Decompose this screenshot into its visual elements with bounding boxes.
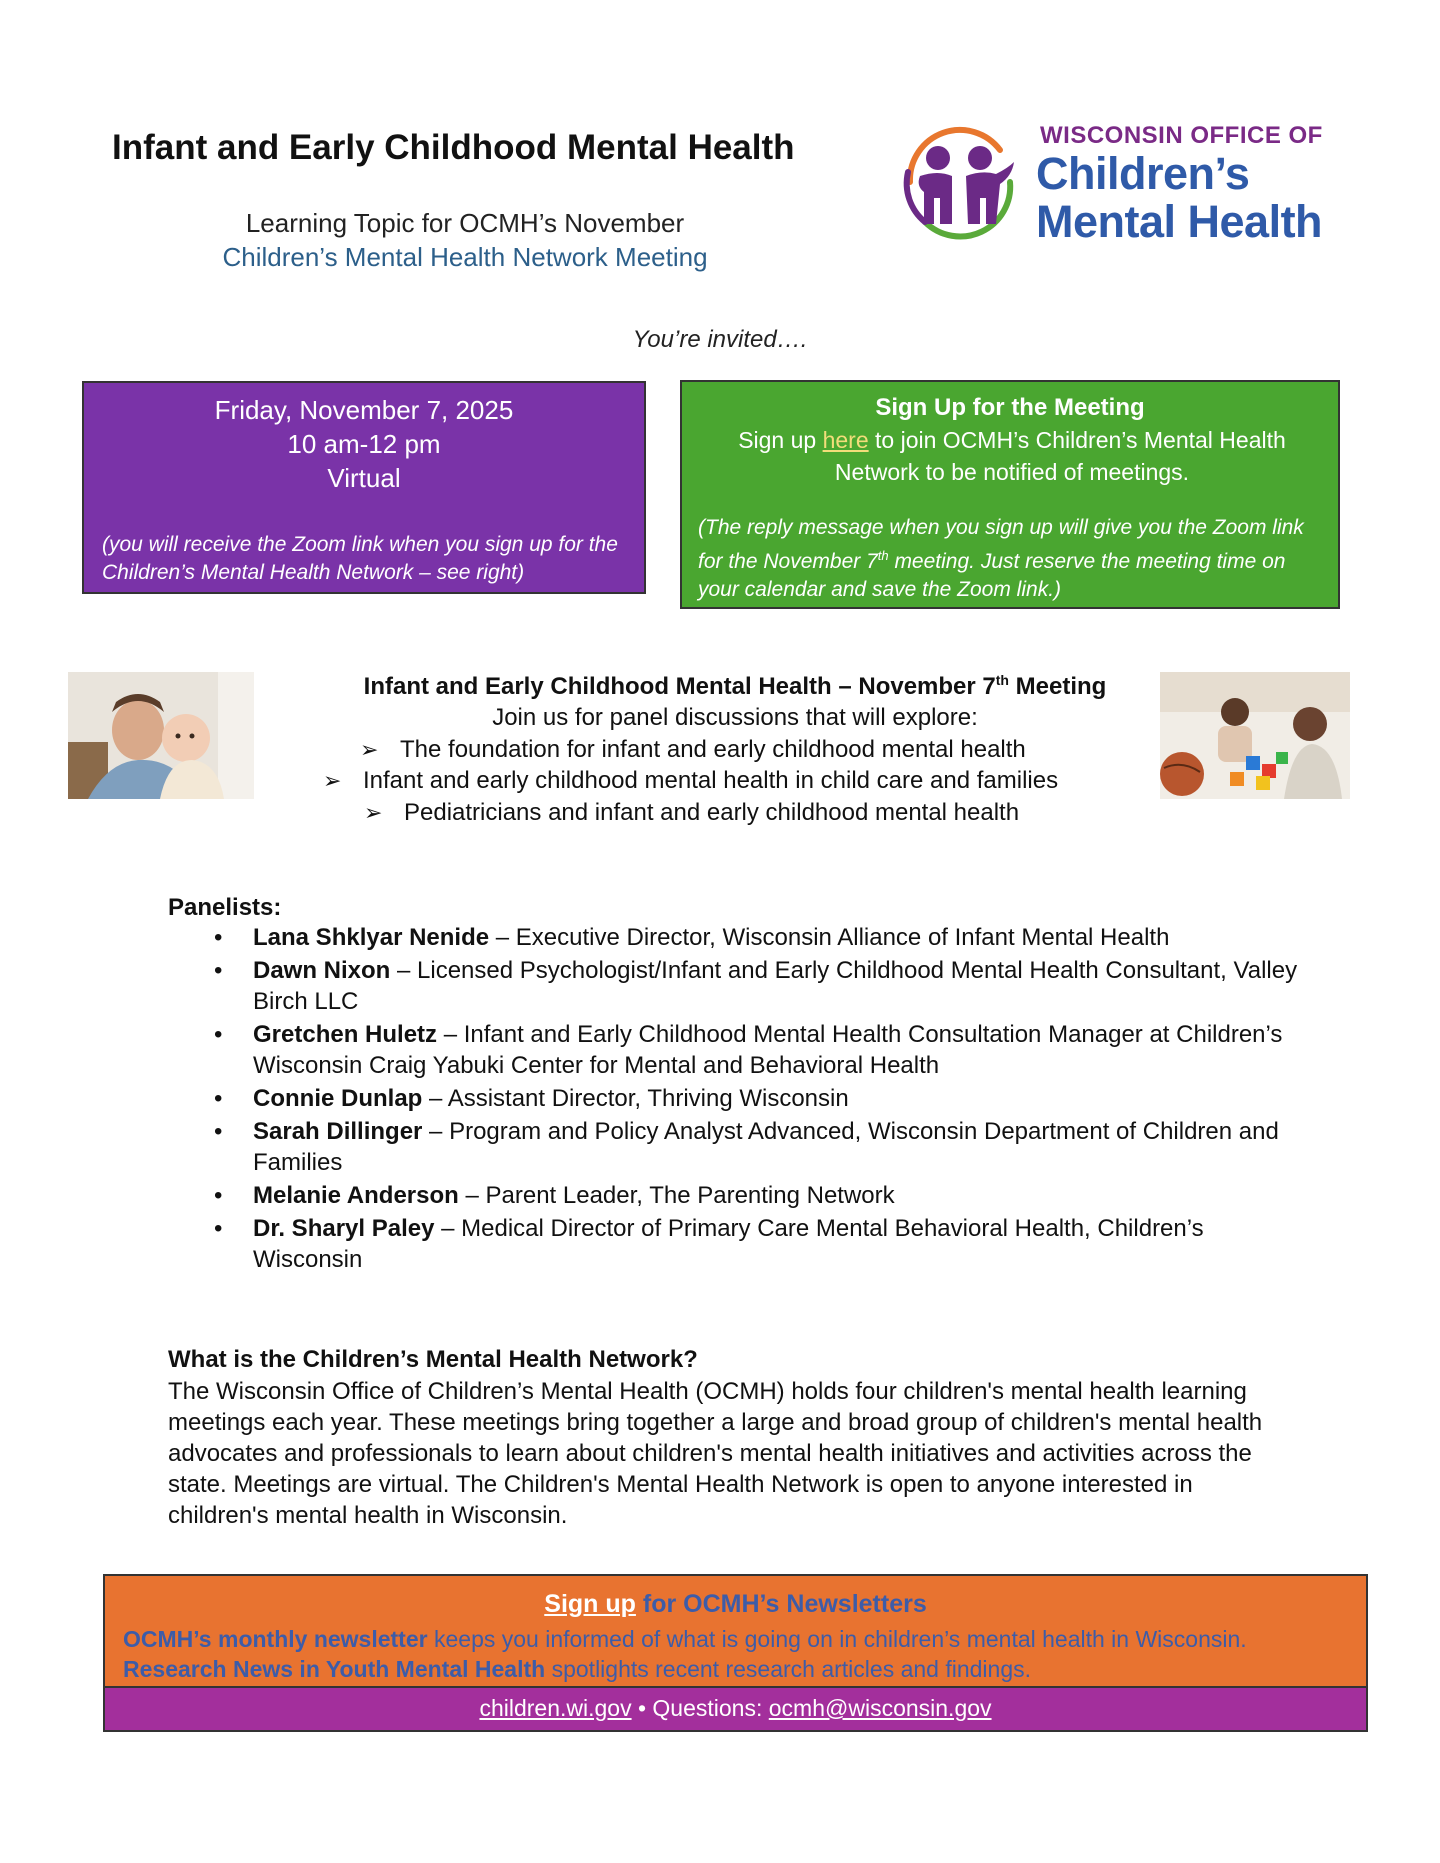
- panelist-name: Connie Dunlap: [253, 1085, 423, 1112]
- signup-box: [680, 380, 1340, 609]
- event-details-box: [82, 381, 646, 594]
- arrow-bullet-icon: ➢: [364, 800, 383, 825]
- website-link[interactable]: children.wi.gov: [479, 1695, 632, 1721]
- bullet-dot-icon: •: [214, 1085, 223, 1112]
- logo-head-right: [968, 146, 992, 170]
- event-time: 10 am-12 pm: [287, 429, 441, 459]
- panelist-item: [168, 1019, 1298, 1081]
- newsletter-line-2: [123, 1656, 1031, 1683]
- signup-body-pre: Sign up: [738, 427, 823, 453]
- meeting-title-sup: th: [995, 672, 1009, 688]
- topic-text: Pediatricians and infant and early childhood mental health: [404, 799, 1020, 826]
- panelist-role: – Assistant Director, Thriving Wisconsin: [422, 1085, 849, 1112]
- network-heading: What is the Children’s Mental Health Network?: [168, 1346, 698, 1373]
- signup-body: [702, 424, 1322, 488]
- logo-figures-icon: [890, 112, 1030, 252]
- father-baby-illustration: [68, 672, 254, 799]
- meeting-intro: Join us for panel discussions that will explore:: [492, 704, 978, 731]
- meeting-title-post: Meeting: [1008, 673, 1107, 700]
- panelist-role: – Executive Director, Wisconsin Alliance of Infant Mental Health: [489, 924, 1170, 951]
- panelist-item: [168, 1083, 1298, 1114]
- panelist-name: Dawn Nixon: [253, 957, 391, 984]
- panelist-name: Lana Shklyar Nenide: [253, 924, 490, 951]
- network-description: The Wisconsin Office of Children’s Mental Health (OCMH) holds four children's mental health learning meetings each year. These meetings bring together a large and broad group of children's mental health advocates and professionals to learn about children's mental health initiatives and activities across the state. Meetings are virtual. The Children's Mental Health Network is open to anyone interested in children's mental health in Wisconsin.: [168, 1378, 1263, 1529]
- newsletter-signup-link[interactable]: Sign up: [544, 1590, 636, 1618]
- topic-item: [364, 799, 1019, 827]
- signup-here-link[interactable]: here: [822, 427, 869, 453]
- page-title: Infant and Early Childhood Mental Health: [112, 128, 795, 167]
- newsletter-monthly-name: OCMH’s monthly newsletter: [123, 1626, 428, 1652]
- meeting-title: [270, 672, 1200, 701]
- arrow-bullet-icon: ➢: [360, 737, 379, 762]
- topic-item: [323, 767, 1058, 795]
- bullet-dot-icon: •: [214, 1182, 223, 1209]
- footer-bar: [103, 1686, 1368, 1732]
- signup-note-pre: (The reply message when you sign up will give you the Zoom link for the November 7: [698, 516, 1304, 573]
- newsletter-research-desc: spotlights recent research articles and findings.: [545, 1656, 1032, 1682]
- panelist-name: Melanie Anderson: [253, 1182, 459, 1209]
- bullet-dot-icon: •: [214, 957, 223, 984]
- ocmh-logo: [890, 112, 1323, 252]
- bullet-dot-icon: •: [214, 1215, 223, 1242]
- panelists-list: [168, 922, 1298, 1277]
- panelist-item: [168, 922, 1298, 953]
- topic-item: [360, 736, 1026, 764]
- panelist-role: – Medical Director of Primary Care Mental Behavioral Health, Children’s Wisconsin: [253, 1215, 1204, 1273]
- newsletter-line-1: [123, 1626, 1247, 1653]
- footer-questions-label: Questions:: [652, 1695, 769, 1721]
- panelist-item: [168, 1116, 1298, 1178]
- panelist-role: – Infant and Early Childhood Mental Health Consultation Manager at Children’s Wisconsin Craig Yabuki Center for Mental and Behavioral Health: [253, 1021, 1283, 1079]
- newsletter-title: [105, 1590, 1366, 1619]
- newsletter-box: [103, 1574, 1368, 1686]
- panelist-name: Dr. Sharyl Paley: [253, 1215, 435, 1242]
- event-date: Friday, November 7, 2025: [214, 395, 514, 425]
- email-link[interactable]: ocmh@wisconsin.gov: [768, 1695, 992, 1721]
- logo-text-line2: Children’s: [1036, 148, 1250, 199]
- topic-text: The foundation for infant and early childhood mental health: [400, 736, 1026, 763]
- signup-note-post: meeting. Just reserve the meeting time on your calendar and save the Zoom link.): [698, 550, 1286, 601]
- panelist-role: – Licensed Psychologist/Infant and Early Childhood Mental Health Consultant, Valley Birch LLC: [253, 957, 1298, 1015]
- meeting-title-pre: Infant and Early Childhood Mental Health – November 7: [363, 673, 996, 700]
- panelist-role: – Parent Leader, The Parenting Network: [458, 1182, 895, 1209]
- children-playing-photo: [1160, 672, 1350, 799]
- bullet-dot-icon: •: [214, 924, 223, 951]
- newsletter-monthly-desc: keeps you informed of what is going on in children’s mental health in Wisconsin.: [427, 1626, 1247, 1652]
- panelists-heading: Panelists:: [168, 894, 282, 921]
- logo-text-line1: WISCONSIN OFFICE OF: [1040, 122, 1323, 149]
- panelist-item: [168, 1213, 1298, 1275]
- event-location: Virtual: [327, 463, 401, 493]
- newsletter-research-name: Research News in Youth Mental Health: [123, 1656, 546, 1682]
- logo-head-left: [926, 146, 950, 170]
- topic-text: Infant and early childhood mental health in child care and families: [363, 767, 1059, 794]
- subtitle-line-2: Children’s Mental Health Network Meeting: [222, 242, 708, 272]
- event-note: (you will receive the Zoom link when you sign up for the Children’s Mental Health Network – see right): [102, 533, 618, 584]
- invitation-text: You’re invited….: [632, 326, 808, 353]
- signup-title: Sign Up for the Meeting: [875, 394, 1145, 421]
- signup-note-sup: th: [877, 548, 889, 563]
- father-baby-photo: [68, 672, 254, 799]
- logo-text-line3: Mental Health: [1036, 196, 1323, 247]
- panelist-name: Gretchen Huletz: [253, 1021, 438, 1048]
- signup-body-post: to join OCMH’s Children’s Mental Health Network to be notified of meetings.: [834, 427, 1286, 485]
- bullet-dot-icon: •: [214, 1118, 223, 1145]
- footer-separator: •: [631, 1695, 653, 1721]
- newsletter-title-rest: for OCMH’s Newsletters: [635, 1590, 927, 1618]
- logo-body-left: [919, 173, 952, 224]
- children-playing-illustration: [1160, 672, 1350, 799]
- panelist-item: [168, 955, 1298, 1017]
- panelist-name: Sarah Dillinger: [253, 1118, 423, 1145]
- panelist-role: – Program and Policy Analyst Advanced, Wisconsin Department of Children and Families: [253, 1118, 1279, 1176]
- signup-note: [698, 514, 1328, 604]
- bullet-dot-icon: •: [214, 1021, 223, 1048]
- subtitle-line-1: Learning Topic for OCMH’s November: [245, 208, 685, 238]
- panelist-item: [168, 1180, 1298, 1211]
- arrow-bullet-icon: ➢: [323, 768, 342, 793]
